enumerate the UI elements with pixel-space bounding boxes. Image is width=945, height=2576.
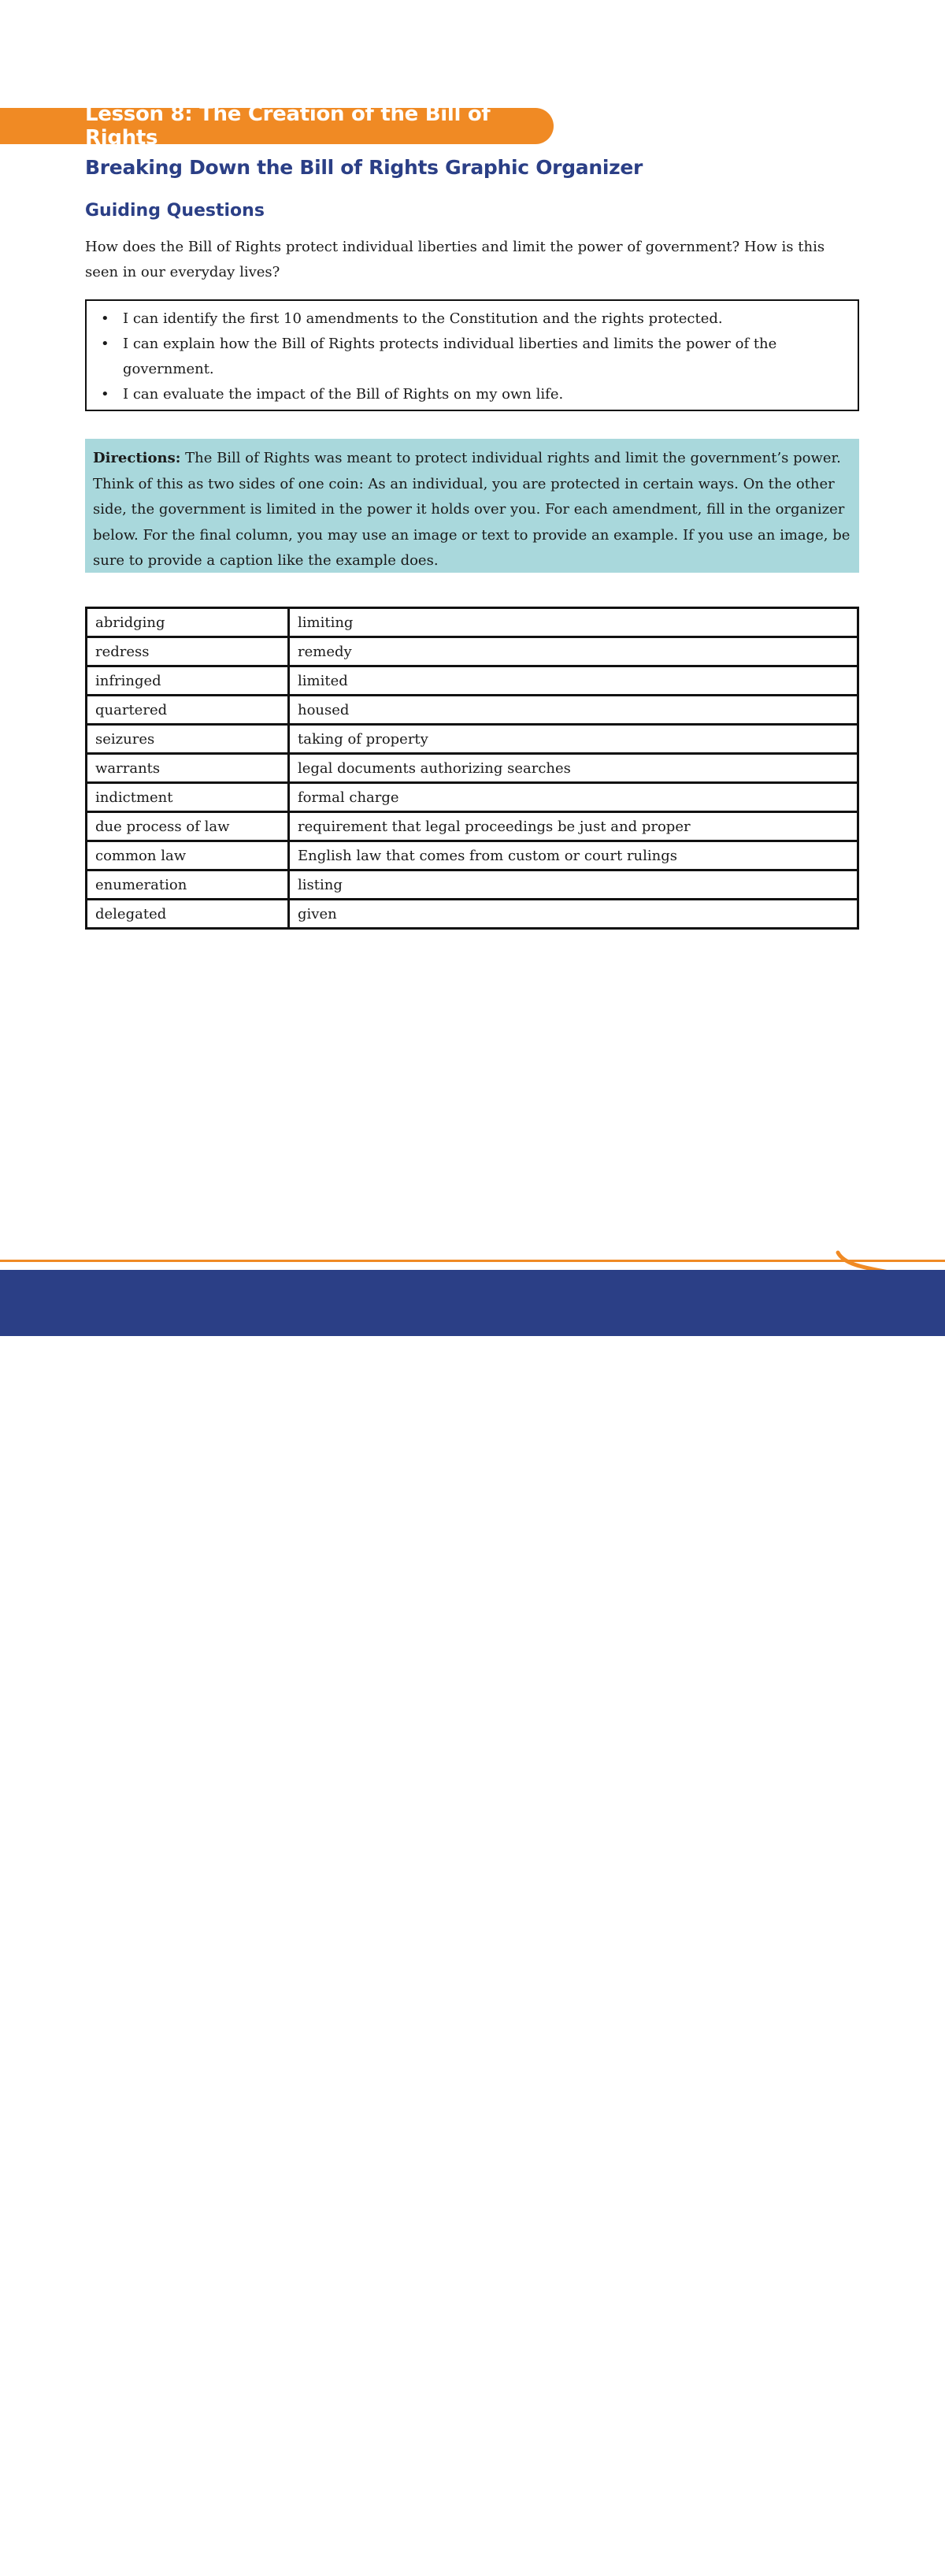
vocab-definition: limiting xyxy=(289,608,858,637)
vocab-definition: housed xyxy=(289,696,858,725)
vocab-term: redress xyxy=(87,637,289,666)
vocab-definition: English law that comes from custom or court rulings xyxy=(289,841,858,870)
breadcrumb-separator: >> xyxy=(308,2563,327,2576)
vocab-definition: limited xyxy=(289,666,858,696)
vocab-term: seizures xyxy=(87,725,289,754)
breadcrumb-separator: >> xyxy=(562,2563,581,2576)
footer-divider xyxy=(0,1260,945,1262)
vocab-term: quartered xyxy=(87,696,289,725)
directions-label: Directions: xyxy=(93,450,181,466)
vocab-term: abridging xyxy=(87,608,289,637)
page-title: Breaking Down the Bill of Rights Graphic Organizer xyxy=(85,156,643,179)
table-row xyxy=(87,870,858,900)
guiding-questions-heading: Guiding Questions xyxy=(85,201,265,221)
objective-item: • I can identify the first 10 amendments to the Constitution and the rights protected. xyxy=(98,306,850,332)
vocab-term: enumeration xyxy=(87,870,289,900)
breadcrumb-unit[interactable]: Being an American xyxy=(202,2563,305,2576)
table-row xyxy=(87,608,858,637)
guiding-question-text: How does the Bill of Rights protect individual liberties and limit the power of government? How is this seen in our everyday lives? xyxy=(85,239,825,280)
table-row xyxy=(87,696,858,725)
table-row xyxy=(87,725,858,754)
vocabulary-table-body xyxy=(87,608,858,929)
vocab-definition: given xyxy=(289,900,858,929)
vocab-definition: legal documents authorizing searches xyxy=(289,754,858,783)
vocab-term: due process of law xyxy=(87,812,289,841)
objective-item: • I can explain how the Bill of Rights protects individual liberties and limits the power of the government. xyxy=(98,332,850,382)
lesson-title: Lesson 8: The Creation of the Bill of Rights xyxy=(85,102,491,150)
breadcrumb-current: Breaking Down the Bill of Rights Graphic Organizer xyxy=(584,2563,858,2576)
vocab-definition: listing xyxy=(289,870,858,900)
table-row xyxy=(87,783,858,812)
vocab-definition: remedy xyxy=(289,637,858,666)
breadcrumb-site[interactable]: mybri.org xyxy=(124,2563,177,2576)
breadcrumb-separator: >> xyxy=(180,2563,199,2576)
vocab-definition: taking of property xyxy=(289,725,858,754)
lesson-banner xyxy=(0,102,554,150)
bullet-icon: • xyxy=(101,310,109,327)
learning-objectives-box xyxy=(85,299,859,411)
bullet-icon: • xyxy=(101,386,109,403)
table-row xyxy=(87,900,858,929)
table-row xyxy=(87,637,858,666)
table-row xyxy=(87,812,858,841)
vocab-term: warrants xyxy=(87,754,289,783)
directions-text: The Bill of Rights was meant to protect individual rights and limit the government’s power. Think of this as two sides of one coin: As an individual, you are protected in certain ways. On the other side, the government is limited in the power it holds over you. For each amendment, fill in the organizer below. For the final column, you may use an image or text to provide an example. If you use an image, be sure to provide a caption like the example does. xyxy=(93,450,850,569)
vocab-definition: requirement that legal proceedings be just and proper xyxy=(289,812,858,841)
objectives-list xyxy=(98,306,850,407)
objective-item: • I can evaluate the impact of the Bill of Rights on my own life. xyxy=(98,382,850,407)
vocab-term: common law xyxy=(87,841,289,870)
vocab-term: delegated xyxy=(87,900,289,929)
vocabulary-table xyxy=(85,607,859,930)
directions-box xyxy=(85,439,859,573)
vocab-term: indictment xyxy=(87,783,289,812)
breadcrumb xyxy=(124,2563,858,2576)
breadcrumb-lesson[interactable]: Lesson 8: The Creation of the Bill of Rights xyxy=(330,2563,559,2576)
table-row xyxy=(87,666,858,696)
vocab-definition: formal charge xyxy=(289,783,858,812)
vocab-term: infringed xyxy=(87,666,289,696)
table-row xyxy=(87,754,858,783)
footer-bar xyxy=(0,1270,945,2576)
table-row xyxy=(87,841,858,870)
bullet-icon: • xyxy=(101,336,109,352)
